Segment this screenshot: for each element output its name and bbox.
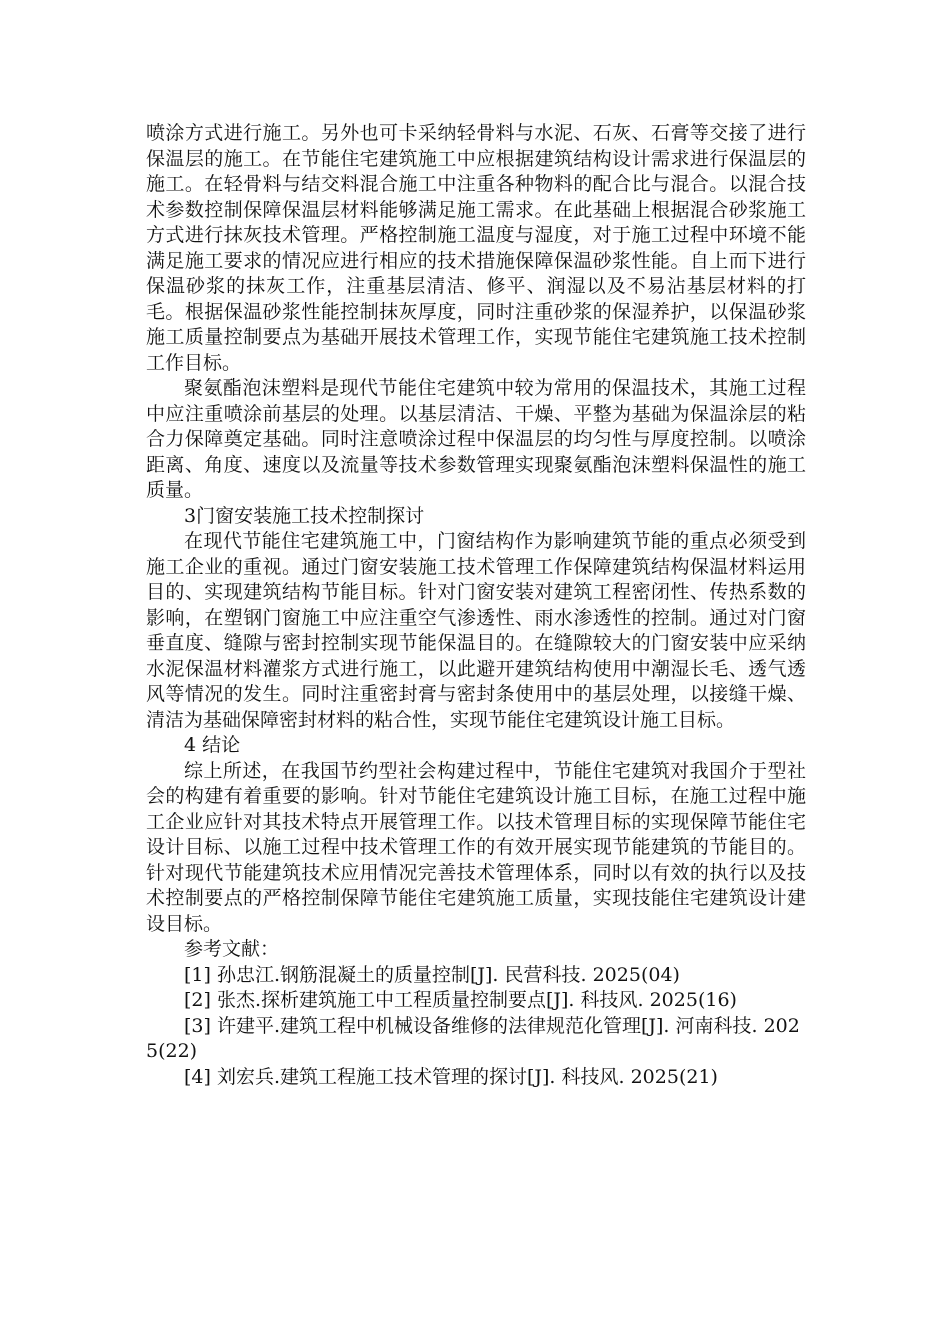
reference-item: [1] 孙忠江.钢筋混凝土的质量控制[J]. 民营科技. 2025(04) <box>184 963 680 986</box>
reference-item: [3] 许建平.建筑工程中机械设备维修的法律规范化管理[J]. 河南科技. 2025(22) <box>146 1014 800 1062</box>
reference-list <box>146 963 806 1091</box>
section-heading-3: 3门窗安装施工技术控制探讨 <box>184 504 425 527</box>
paragraph-polyurethane-foam: 聚氨酯泡沫塑料是现代节能住宅建筑中较为常用的保温技术，其施工过程中应注重喷涂前基层的处理。以基层清洁、干燥、平整为基础为保温涂层的粘合力保障奠定基础。同时注意喷涂过程中保温层的均匀性与厚度控制。以喷涂距离、角度、速度以及流量等技术参数管理实现聚氨酯泡沫塑料保温性的施工质量。 <box>146 377 806 501</box>
document-page <box>146 121 806 1090</box>
paragraph-doors-windows: 在现代节能住宅建筑施工中，门窗结构作为影响建筑节能的重点必须受到施工企业的重视。通过门窗安装施工技术管理工作保障建筑结构保温材料运用目的、实现建筑结构节能目标。针对门窗安装对建筑工程密闭性、传热系数的影响，在塑钢门窗施工中应注重空气渗透性、雨水渗透性的控制。通过对门窗垂直度、缝隙与密封控制实现节能保温目的。在缝隙较大的门窗安装中应采纳水泥保温材料灌浆方式进行施工，以此避开建筑结构使用中潮湿长毛、透气透风等情况的发生。同时注重密封膏与密封条使用中的基层处理，以接缝干燥、清洁为基础保障密封材料的粘合性，实现节能住宅建筑设计施工目标。 <box>146 530 806 731</box>
paragraph-insulation-mortar: 喷涂方式进行施工。另外也可卡采纳轻骨料与水泥、石灰、石膏等交接了进行保温层的施工。在节能住宅建筑施工中应根据建筑结构设计需求进行保温层的施工。在轻骨料与结交料混合施工中注重各种物料的配合比与混合。以混合技术参数控制保障保温层材料能够满足施工需求。在此基础上根据混合砂浆施工方式进行抹灰技术管理。严格控制施工温度与湿度，对于施工过程中环境不能满足施工要求的情况应进行相应的技术措施保障保温砂浆性能。自上而下进行保温砂浆的抹灰工作，注重基层清洁、修平、润湿以及不易沾基层材料的打毛。根据保温砂浆性能控制抹灰厚度，同时注重砂浆的保湿养护，以保温砂浆施工质量控制要点为基础开展技术管理工作，实现节能住宅建筑施工技术控制工作目标。 <box>146 122 806 374</box>
section-heading-4: 4 结论 <box>184 734 241 756</box>
reference-item: [4] 刘宏兵.建筑工程施工技术管理的探讨[J]. 科技风. 2025(21) <box>184 1065 718 1088</box>
paragraph-conclusion: 综上所述，在我国节约型社会构建过程中，节能住宅建筑对我国介于型社会的构建有着重要的影响。针对节能住宅建筑设计施工目标，在施工过程中施工企业应针对其技术特点开展管理工作。以技术管理目标的实现保障节能住宅设计目标、以施工过程中技术管理工作的有效开展实现节能建筑的节能目的。针对现代节能建筑技术应用情况完善技术管理体系，同时以有效的执行以及技术控制要点的严格控制保障节能住宅建筑施工质量，实现技能住宅建筑设计建设目标。 <box>146 759 806 935</box>
reference-item: [2] 张杰.探析建筑施工中工程质量控制要点[J]. 科技风. 2025(16) <box>184 989 737 1011</box>
references-title: 参考文献： <box>184 938 280 960</box>
